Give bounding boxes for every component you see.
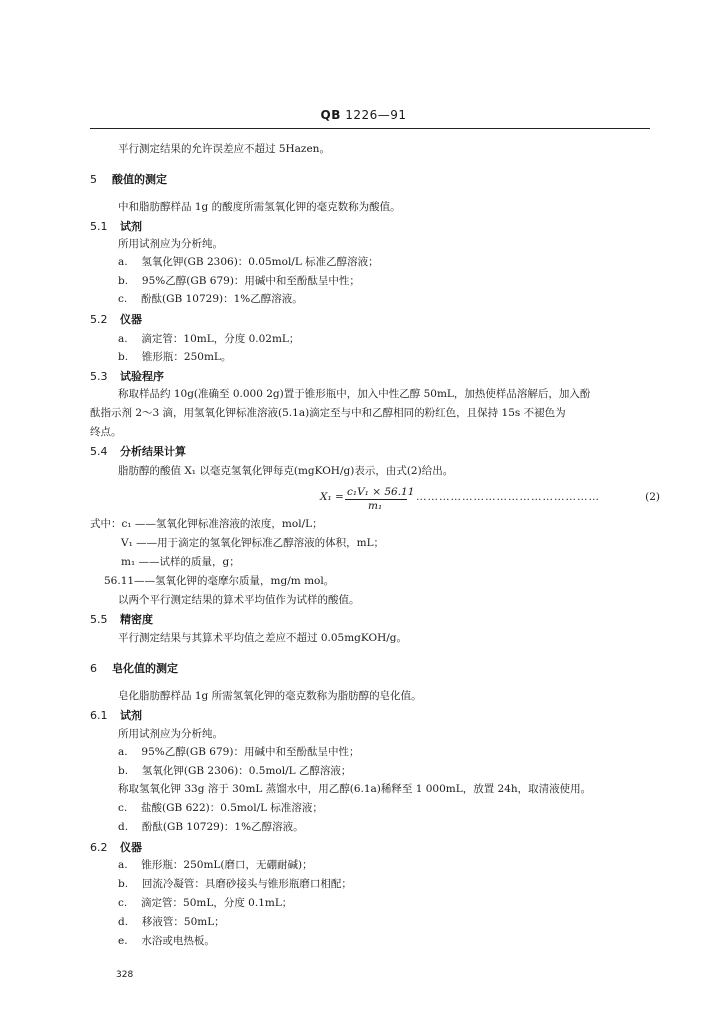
- text-line: 以两个平行测定结果的算术平均值作为试样的酸值。: [118, 594, 360, 606]
- formula-denominator: m₁: [368, 500, 383, 512]
- text-line: c. 酚酞(GB 10729)：1%乙醇溶液。: [118, 293, 303, 305]
- page-number: 328: [116, 970, 134, 980]
- section-title: 试验程序: [120, 370, 164, 383]
- section-number: 5.1: [90, 220, 108, 233]
- text-line: 皂化脂肪醇样品 1g 所需氢氧化钾的毫克数称为脂肪醇的皂化值。: [118, 690, 422, 702]
- section-heading: [90, 173, 167, 186]
- section-number: 5.3: [90, 370, 108, 383]
- text-line: b. 氢氧化钾(GB 2306)：0.5mol/L 乙醇溶液；: [118, 765, 352, 777]
- text-line: a. 滴定管：10mL，分度 0.02mL；: [118, 333, 300, 345]
- formula-2: [320, 486, 660, 512]
- formula-numerator: c₁V₁ × 56.11: [347, 486, 415, 498]
- formula-lhs: X₁ =: [320, 491, 344, 503]
- text-line: 称取氢氧化钾 33g 溶于 30mL 蒸馏水中，用乙醇(6.1a)稀释至 1 000mL，放置 24h，取清液使用。: [118, 783, 592, 795]
- standard-number: 1226—91: [345, 108, 407, 122]
- section-title: 分析结果计算: [120, 445, 186, 458]
- section-heading: [90, 613, 153, 626]
- text-line: c. 滴定管：50mL，分度 0.1mL；: [118, 897, 293, 909]
- text-line: 脂肪醇的酸值 X₁ 以毫克氢氧化钾每克(mgKOH/g)表示，由式(2)给出。: [118, 465, 454, 477]
- text-line: 式中：c₁ ——氢氧化钾标准溶液的浓度，mol/L；: [90, 518, 323, 530]
- section-number: 6.1: [90, 709, 108, 722]
- section-number: 5.2: [90, 313, 108, 326]
- text-line: 中和脂肪醇样品 1g 的酸度所需氢氧化钾的毫克数称为酸值。: [118, 201, 401, 213]
- section-number: 6: [90, 662, 97, 675]
- text-line: a. 95%乙醇(GB 679)：用碱中和至酚酞呈中性；: [118, 746, 360, 758]
- section-heading: [90, 370, 164, 383]
- section-title: 酸值的测定: [112, 173, 167, 186]
- text-line: 平行测定结果的允许误差应不超过 5Hazen。: [118, 143, 330, 155]
- section-number: 6.2: [90, 841, 108, 854]
- equation-number: (2): [645, 491, 660, 503]
- leader-dots: …………………………………………: [416, 491, 600, 503]
- section-number: 5.5: [90, 613, 108, 626]
- section-title: 仪器: [120, 313, 142, 326]
- text-line: c. 盐酸(GB 622)：0.5mol/L 标准溶液；: [118, 802, 323, 814]
- text-line: m₁ ——试样的质量，g；: [121, 556, 240, 568]
- section-number: 5.4: [90, 445, 108, 458]
- text-line: b. 回流冷凝管：具磨砂接头与锥形瓶磨口相配；: [118, 878, 352, 890]
- text-line: 终点。: [90, 426, 122, 438]
- section-title: 仪器: [120, 841, 142, 854]
- section-title: 试剂: [120, 220, 142, 233]
- text-line: a. 锥形瓶：250mL(磨口，无硼耐碱)；: [118, 859, 313, 871]
- text-line: 所用试剂应为分析纯。: [118, 728, 223, 740]
- text-line: 酞指示剂 2～3 滴，用氢氧化钾标准溶液(5.1a)滴定至与中和乙醇相同的粉红色，且保持 15s 不褪色为: [90, 407, 566, 419]
- page-header: [0, 108, 727, 122]
- text-line: 平行测定结果与其算术平均值之差应不超过 0.05mgKOH/g。: [118, 632, 407, 644]
- text-line: 所用试剂应为分析纯。: [118, 238, 223, 250]
- header-rule: [90, 128, 650, 129]
- text-line: b. 锥形瓶：250mL。: [118, 351, 232, 363]
- section-title: 精密度: [120, 613, 153, 626]
- section-heading: [90, 662, 178, 675]
- section-heading: [90, 841, 142, 854]
- section-heading: [90, 220, 142, 233]
- section-number: 5: [90, 173, 97, 186]
- section-title: 试剂: [120, 709, 142, 722]
- standard-code: QB: [320, 108, 341, 122]
- section-heading: [90, 313, 142, 326]
- section-title: 皂化值的测定: [112, 662, 178, 675]
- text-line: V₁ ——用于滴定的氢氧化钾标准乙醇溶液的体积，mL；: [121, 537, 385, 549]
- section-heading: [90, 709, 142, 722]
- section-heading: [90, 445, 186, 458]
- text-line: a. 氢氧化钾(GB 2306)：0.05mol/L 标准乙醇溶液；: [118, 256, 379, 268]
- text-line: 称取样品约 10g(准确至 0.000 2g)置于锥形瓶中，加入中性乙醇 50mL，加热使样品溶解后，加入酚: [118, 388, 591, 400]
- text-line: d. 酚酞(GB 10729)：1%乙醇溶液。: [118, 821, 304, 833]
- text-line: b. 95%乙醇(GB 679)：用碱中和至酚酞呈中性；: [118, 275, 360, 287]
- text-line: d. 移液管：50mL；: [118, 916, 225, 928]
- text-line: e. 水浴或电热板。: [118, 935, 215, 947]
- text-line: 56.11——氢氧化钾的毫摩尔质量，mg/m mol。: [104, 575, 335, 587]
